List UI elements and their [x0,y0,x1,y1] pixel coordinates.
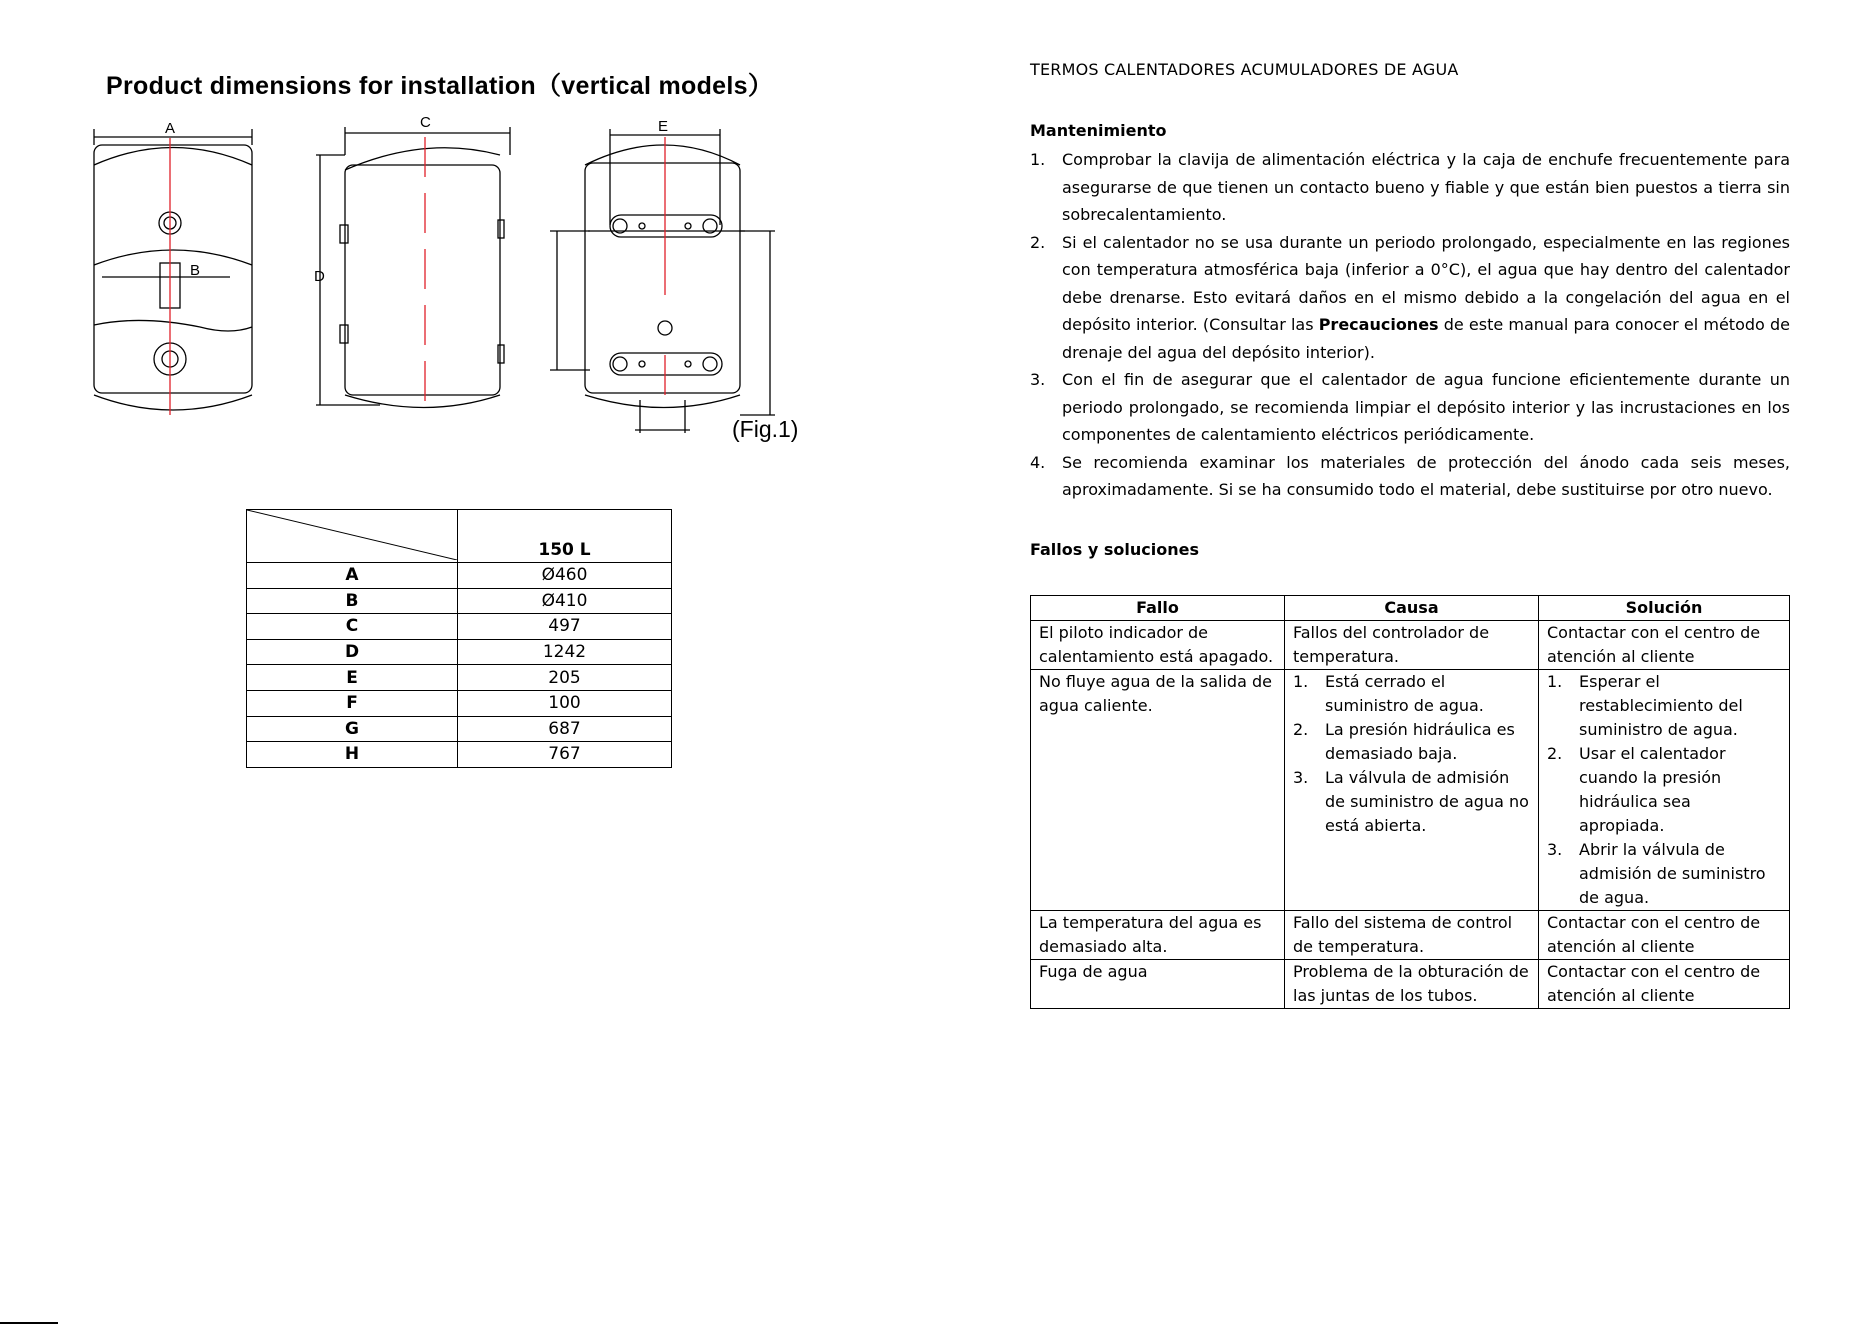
left-page [0,0,930,1324]
dim-key: G [247,716,458,742]
item-number: 3. [1547,839,1563,859]
item-text: Esperar el restablecimiento del suministro de agua. [1579,671,1743,739]
list-item [1293,718,1530,766]
item-text: Con el fin de asegurar que el calentador de agua funcione eficientemente durante un periodo prolongado, se recomienda limpiar el depósito interior y las incrustaciones en los componentes de calentamiento eléctricos periódicamente. [1062,370,1790,444]
item-number: 1. [1030,150,1046,169]
maintenance-list [1030,146,1790,504]
dim-key: B [247,588,458,614]
dim-value: 100 [458,690,672,716]
dim-key: A [247,563,458,589]
table-row [247,690,672,716]
dim-value: 205 [458,665,672,691]
list-item [1030,449,1790,504]
dim-letter-a: A [165,120,176,137]
page-header: TERMOS CALENTADORES ACUMULADORES DE AGUA [1030,60,1459,79]
item-text: Usar el calentador cuando la presión hidráulica sea apropiada. [1579,743,1726,835]
table-row [247,665,672,691]
front-view [94,129,252,415]
item-number: 3. [1030,370,1046,389]
item-number: 2. [1293,719,1309,739]
item-text: Comprobar la clavija de alimentación eléctrica y la caja de enchufe frecuentemente para asegurarse de que tienen un contacto bueno y fiable y que están bien puestos a tierra sin sobrecalentamiento. [1062,150,1790,224]
dim-letter-d: D [314,268,325,285]
dim-value: 687 [458,716,672,742]
fallo-cell: La temperatura del agua es demasiado alta. [1031,910,1285,959]
list-item [1030,229,1790,367]
list-item [1293,766,1530,838]
item-text: Se recomienda examinar los materiales de protección del ánodo cada seis meses, aproximadamente. Si se ha consumido todo el material, debe sustituirse por otro nuevo. [1062,452,1790,499]
maintenance-title: Mantenimiento [1030,121,1167,140]
list-item [1547,670,1781,742]
item-text: La presión hidráulica es demasiado baja. [1325,719,1515,763]
capacity-header: 150 L [458,510,672,563]
item-text-end: de este manual para conocer el método de drenaje del agua del depósito interior). [1062,315,1790,362]
table-row [247,563,672,589]
solucion-cell: Contactar con el centro de atención al cliente [1539,910,1790,959]
dim-value: Ø460 [458,563,672,589]
list-item [1030,366,1790,449]
dim-letter-b: B [190,262,201,279]
list-item [1293,670,1530,718]
side-view [316,127,510,415]
item-number: 3. [1293,767,1309,787]
item-number: 1. [1547,671,1563,691]
dim-key: C [247,614,458,640]
dim-key: D [247,639,458,665]
table-row [1031,620,1790,669]
item-text: La válvula de admisión de suministro de agua no está abierta. [1325,767,1529,835]
faults-title: Fallos y soluciones [1030,539,1199,559]
dim-key: H [247,742,458,768]
back-view [550,129,775,433]
diagonal-line [247,510,457,560]
causa-cell [1285,669,1539,910]
list-item [1547,742,1781,838]
table-row [1031,669,1790,910]
table-row [247,742,672,768]
fallo-cell: El piloto indicador de calentamiento está apagado. [1031,620,1285,669]
col-header-causa: Causa [1285,595,1539,620]
table-row [1031,959,1790,1008]
table-row [247,716,672,742]
table-row [247,588,672,614]
dim-value: 497 [458,614,672,640]
table-row [1031,910,1790,959]
causa-cell: Fallo del sistema de control de temperatura. [1285,910,1539,959]
item-number: 2. [1547,743,1563,763]
installation-figure [80,115,820,445]
solucion-cell: Contactar con el centro de atención al cliente [1539,959,1790,1008]
item-number: 4. [1030,452,1046,472]
faults-table [1030,595,1790,1009]
list-item [1547,838,1781,910]
dim-key: E [247,665,458,691]
solucion-cell: Contactar con el centro de atención al cliente [1539,620,1790,669]
dim-letter-c: C [420,115,431,131]
col-header-solucion: Solución [1539,595,1790,620]
item-number: 1. [1293,671,1309,691]
fallo-cell: No fluye agua de la salida de agua caliente. [1031,669,1285,910]
causa-cell: Problema de la obturación de las juntas de los tubos. [1285,959,1539,1008]
dimensions-table [246,509,672,768]
figure-caption: (Fig.1) [732,416,799,442]
dim-value: 1242 [458,639,672,665]
causa-cell: Fallos del controlador de temperatura. [1285,620,1539,669]
item-text [1062,229,1790,367]
dim-letter-e: E [658,118,669,135]
item-text: Abrir la válvula de admisión de suministro de agua. [1579,839,1766,907]
right-page [1030,0,1790,1324]
list-item [1030,146,1790,229]
item-text: Está cerrado el suministro de agua. [1325,671,1484,715]
dim-key: F [247,690,458,716]
diagonal-header-cell [247,510,458,563]
precauciones-reference: Precauciones [1318,315,1439,334]
dim-value: Ø410 [458,588,672,614]
fallo-cell: Fuga de agua [1031,959,1285,1008]
table-row [247,639,672,665]
dimensions-header-row [247,510,672,563]
solucion-cell [1539,669,1790,910]
table-row [247,614,672,640]
dim-value: 767 [458,742,672,768]
faults-header-row [1031,595,1790,620]
item-text-start: Si el calentador no se usa durante un periodo prolongado, especialmente en las regiones con temperatura atmosférica baja (inferior a 0°C), el agua que hay dentro del calentador debe drenarse. Esto evitará daños en el mismo debido a la congelación del agua en el depósito interior. (Consultar las [1062,232,1790,334]
figure-title: Product dimensions for installation（vertical models） [106,72,774,100]
item-number: 2. [1030,232,1046,252]
col-header-fallo: Fallo [1031,595,1285,620]
